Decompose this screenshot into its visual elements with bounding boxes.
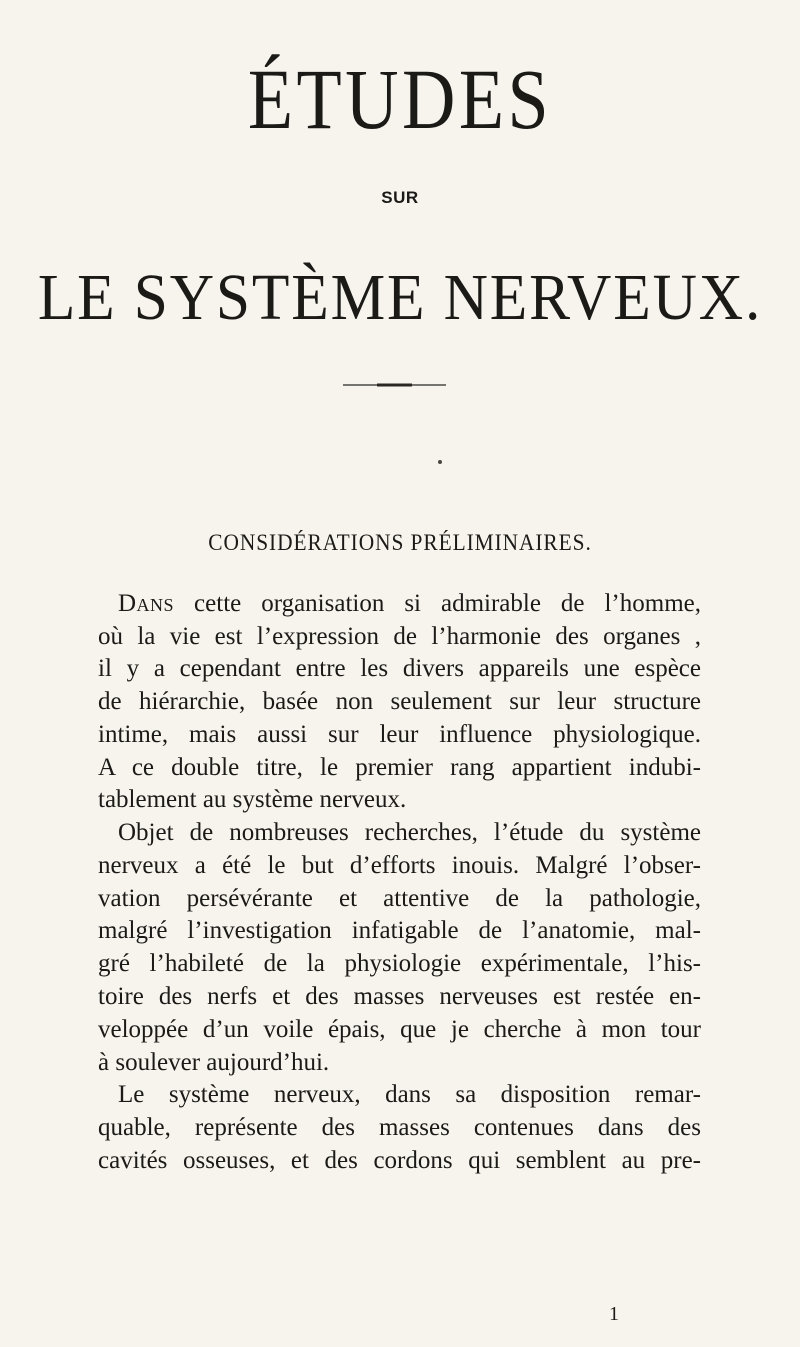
paragraph-3-line-1: Le système nerveux, dans sa disposition remar- [118, 1081, 701, 1108]
paragraph-1-line-7: tablement au système nerveux. [98, 786, 407, 813]
paragraph-2-line-7: veloppée d’un voile épais, que je cherche à mon tour [98, 1016, 701, 1043]
paragraph-2-line-1: Objet de nombreuses recherches, l’étude du système [118, 819, 701, 846]
paragraph-1-line-1-text: cette organisation si admirable de l’homme, [174, 590, 701, 617]
paragraph-2-line-5: gré l’habileté de la physiologie expérimentale, l’his- [98, 950, 701, 977]
paragraph-1-line-5: intime, mais aussi sur leur influence physiologique. [98, 721, 701, 748]
paragraph-2-line-4: malgré l’investigation infatigable de l’anatomie, mal- [98, 917, 701, 944]
page-number: 1 [609, 1303, 619, 1325]
decorative-dot [438, 460, 442, 464]
decorative-rule [343, 382, 446, 388]
paragraph-1-line-1 [118, 586, 701, 622]
paragraph-1-line-4: de hiérarchie, basée non seulement sur leur structure [98, 688, 701, 715]
paragraph-2-line-6: toire des nerfs et des masses nerveuses est restée en- [98, 983, 701, 1010]
section-heading: CONSIDÉRATIONS PRÉLIMINAIRES. [208, 530, 592, 555]
paragraph-1-line-2: où la vie est l’expression de l’harmonie des organes , [98, 623, 701, 650]
paragraph-2-line-3: vation persévérante et attentive de la pathologie, [98, 885, 701, 912]
paragraph-3-line-3: cavités osseuses, et des cordons qui semblent au pre- [98, 1147, 701, 1174]
title-preposition: SUR [381, 188, 419, 207]
paragraph-1-line-3: il y a cependant entre les divers appareils une espèce [98, 655, 701, 682]
paragraph-2-line-8: à soulever aujourd’hui. [98, 1049, 330, 1076]
paragraph-3-line-2: quable, représente des masses contenues dans des [98, 1114, 701, 1141]
subject-title: LE SYSTÈME NERVEUX. [37, 261, 763, 334]
paragraph-lead-word: Dans [118, 590, 175, 617]
main-title: ÉTUDES [247, 51, 553, 147]
paragraph-2-line-2: nerveux a été le but d’efforts inouis. Malgré l’obser- [98, 852, 701, 879]
paragraph-1-line-6: A ce double titre, le premier rang appartient indubi- [98, 754, 701, 781]
